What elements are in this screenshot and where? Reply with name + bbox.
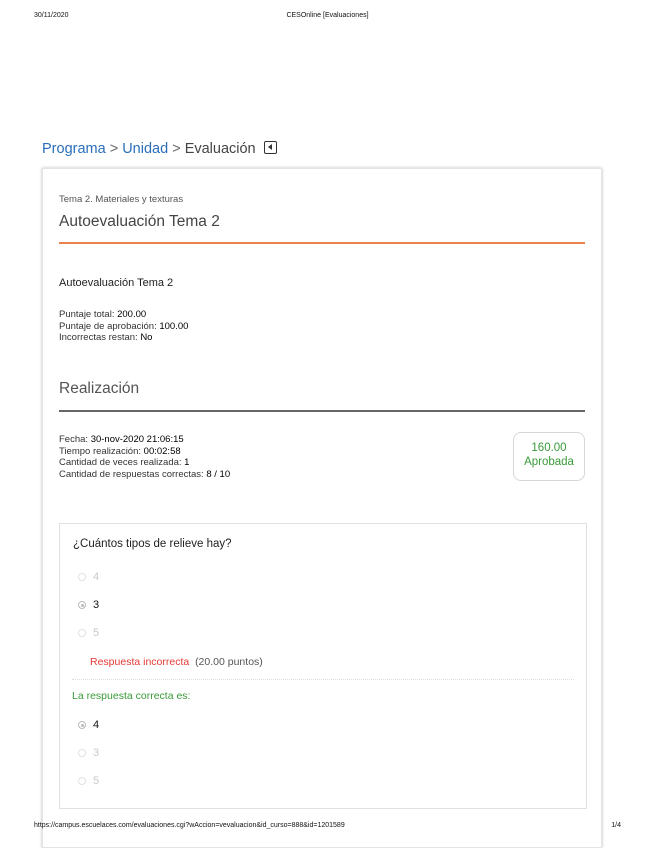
incorrect-label: Respuesta incorrecta (90, 656, 190, 668)
veces-line (59, 457, 230, 469)
correct-option-selected (78, 718, 99, 732)
radio-button-checked[interactable] (78, 601, 86, 609)
breadcrumb-separator: > (105, 141, 123, 157)
fecha-line (59, 434, 230, 446)
answer-option[interactable] (78, 570, 99, 584)
realizacion-title: Realización (59, 380, 140, 397)
pass-score-label: Puntaje de aprobación: (59, 320, 160, 332)
tiempo-line (59, 446, 230, 458)
evaluation-card (42, 168, 602, 848)
score-status: Aprobada (524, 456, 574, 468)
option-label: 4 (93, 571, 100, 583)
option-label: 3 (93, 747, 100, 759)
breadcrumb-unidad-link[interactable]: Unidad (122, 141, 169, 157)
radio-button[interactable] (78, 573, 86, 581)
correct-option (78, 746, 99, 760)
tiempo-value: 00:02:58 (143, 445, 181, 457)
penalty-label: Incorrectas restan: (59, 332, 141, 343)
penalty-line (59, 332, 188, 344)
radio-button[interactable] (78, 629, 86, 637)
fecha-label: Fecha: (59, 434, 91, 445)
veces-value: 1 (184, 457, 190, 469)
veces-label: Cantidad de veces realizada: (59, 457, 185, 469)
correct-answer-label: La respuesta correcta es: (72, 690, 191, 702)
penalty-value: No (140, 332, 153, 343)
info-title: Autoevaluación Tema 2 (59, 277, 174, 289)
total-score-label: Puntaje total: (59, 309, 118, 320)
option-label: 5 (93, 775, 100, 787)
correctas-line (59, 469, 230, 481)
correctas-value: 8 / 10 (206, 469, 231, 481)
option-label: 4 (93, 719, 100, 731)
breadcrumb-current: Evaluación (184, 141, 256, 157)
print-date: 30/11/2020 (34, 12, 69, 19)
pass-score-value: 100.00 (159, 320, 189, 332)
correct-option (78, 774, 99, 788)
breadcrumb-programa-link[interactable]: Programa (42, 141, 106, 157)
radio-button (78, 749, 86, 757)
answer-option-selected[interactable] (78, 598, 99, 612)
back-icon[interactable] (264, 141, 277, 154)
breadcrumb (42, 141, 277, 157)
option-label: 3 (93, 599, 100, 611)
total-score-value: 200.00 (117, 309, 147, 320)
radio-button (78, 777, 86, 785)
option-label: 5 (93, 627, 100, 639)
pass-score-line (59, 321, 188, 333)
question-text: ¿Cuántos tipos de relieve hay? (73, 538, 232, 550)
score-badge (513, 432, 585, 481)
print-title: CESOnline [Evaluaciones] (286, 12, 369, 19)
radio-button-checked (78, 721, 86, 729)
dotted-divider (72, 679, 574, 680)
print-header (34, 12, 621, 26)
fecha-value: 30-nov-2020 21:06:15 (90, 434, 184, 445)
title-divider (59, 242, 585, 244)
evaluation-title: Autoevaluación Tema 2 (59, 213, 220, 230)
print-url: https://campus.escuelaces.com/evaluaciones.cgi?wAccion=vevaluacion&id_curso=888&id=1201589 (34, 822, 345, 829)
unit-name: Tema 2. Materiales y texturas (59, 194, 184, 205)
page-number: 1/4 (611, 822, 621, 829)
evaluation-info (59, 309, 188, 344)
breadcrumb-separator: > (168, 141, 185, 157)
section-divider (59, 410, 585, 412)
answer-feedback (90, 656, 263, 668)
answer-option[interactable] (78, 626, 99, 640)
total-score-line (59, 309, 188, 321)
score-value: 160.00 (531, 442, 567, 454)
question-card (59, 523, 587, 809)
question-points: (20.00 puntos) (195, 656, 263, 668)
tiempo-label: Tiempo realización: (59, 445, 144, 457)
realizacion-info (59, 434, 230, 481)
correctas-label: Cantidad de respuestas correctas: (59, 469, 207, 481)
